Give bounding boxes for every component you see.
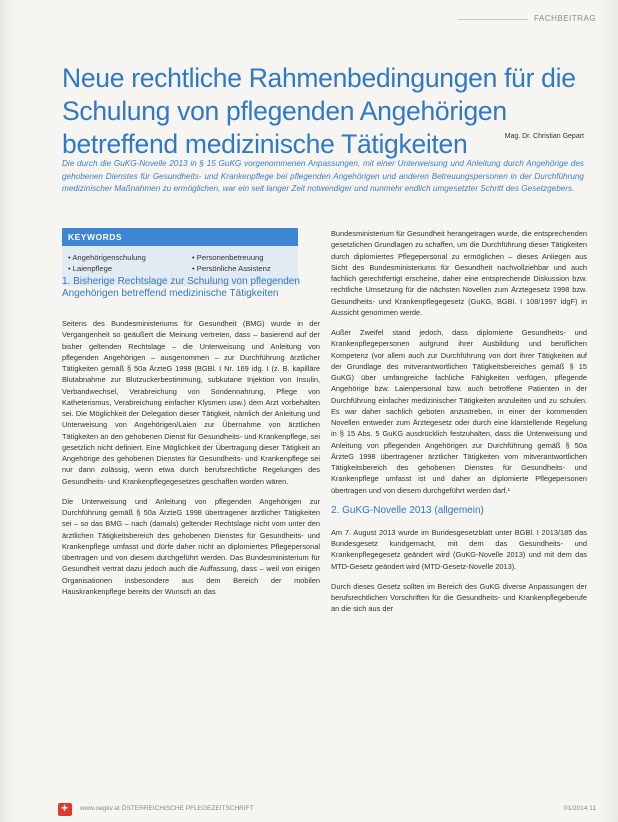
keyword-item: • Laienpflege <box>68 263 192 274</box>
lead-paragraph: Die durch die GuKG-Novelle 2013 in § 15 GuKG vorgenommenen Anpassungen, mit einer Unterweisung und Anleitung durch Angehörige des gehobenen Dienstes für Gesundheits- und Krankenpflege bei pflegenden Angehörigen und anderen Betreuungspersonen in der Durchführung medizinischer Maßnahmen zu ermöglichen, war ein seit langer Zeit notwendiger und nunmehr endlich umgesetzter Schritt des Gesetzgebers. <box>62 159 584 194</box>
keyword-item: • Personenbetreuung <box>192 252 302 263</box>
keywords-heading: KEYWORDS <box>62 228 298 246</box>
body-paragraph: Seitens des Bundesministeriums für Gesundheit (BMG) wurde in der Vergangenheit so geäußert die Meinung vertreten, dass – basierend auf der bisher geltenden Rechtslage – die Unterweisung und Anleitung von pflegenden Angehörigen – ausgenommen – zur Durchführung ärztlicher Tätigkeiten gemäß § 50a ÄrzteG 1998 (BGBl. I Nr. 169 idg. I (z. B. kapilläre Blutabnahme zur Blutzuckerbestimmung, subkutane Injektion von Insulin, Verbandwechsel, Verabreichung von Sondennahrung, Pflege von Katheterismus, Verabreichung einfacher Klysmen usw.) dem Arzt vorbehalten sei. Die Möglichkeit der Delegation dieser Tätigkeit, nämlich der Anleitung und Unterweisung von Angehörigen/Laien zur Übernahme von ärztlichen Tätigkeiten an den gehobenen Dienst für Gesundheits- und Krankenpflege, sei gesetzlich nicht definiert. Eine Möglichkeit der Übertragung dieser Tätigkeit an Angehörige des gehobenen Dienstes für Gesundheits- und Krankenpflege sei nur dann zulässig, wenn etwa durch berufsrechtliche Regelungen des Gesundheits- und Krankenpflegegesetzes geschaffen worden wären. <box>62 319 320 486</box>
section2-heading: 2. GuKG-Novelle 2013 (allgemein) <box>331 504 484 516</box>
body-paragraph: Durch dieses Gesetz sollten im Bereich des GuKG diverse Anpassungen der berufsrechtlichen Vorschriften für die Gesundheits- und Krankenpflegeberufe an die sich aus der <box>331 581 587 614</box>
author: Mag. Dr. Christian Gepart <box>504 133 584 140</box>
left-column <box>62 318 320 606</box>
cross-logo-icon <box>58 803 72 816</box>
body-paragraph: Außer Zweifel stand jedoch, dass diplomierte Gesundheits- und Krankenpflegepersonen aufgrund ihrer Ausbildung und beruflichen Kompetenz (vor allem auch zur Durchführung von dort ihrer Tätigkeiten auf der Grundlage des mitverantwortlichen Tätigkeitsbereiches gemäß § 15 GuKG) über umfangreiche fachliche Fähigkeiten verfügen, pflegende Angehörige bzw. Laienpersonal bzw. auch betroffene Patienten in der Durchführung einfacher medizinischer Tätigkeiten anzuleiten und zu schulen. Es war daher sachlich geboten anzustreben, in einer der kommenden Novellen entweder zum Ärztegesetz oder durch eine klarstellende Regelung in § 15 Abs. 5 GuKG ausdrücklich festzuhalten, dass die Unterweisung und Anleitung von pflegenden Angehörigen zur Durchführung gemäß § 50a ÄrzteG 1998 übertragener ärztlicher Tätigkeiten vom mitverantwortlichen Tätigkeitsbereich des gehobenen Dienstes für Gesundheits- und Krankenpflege umfasst ist und daher an diplomierte Pflegepersonen übertragen und von diesem durchgeführt werden darf.¹ <box>331 328 587 495</box>
keywords-list <box>62 246 298 274</box>
article-title: Neue rechtliche Rahmenbedingungen für die Schulung von pflegenden Angehörigen betreffend medizinische Tätigkeiten <box>62 62 576 159</box>
footer-page-number: 01/2014 11 <box>563 805 596 812</box>
right-column <box>331 228 587 624</box>
body-paragraph: Am 7. August 2013 wurde im Bundesgesetzblatt unter BGBl. I 2013/185 das Bundesgesetz kundgemacht, mit dem das Gesundheits- und Krankenpflegegesetz geändert wird (GuKG-Novelle 2013) und mit dem das MTD-Gesetz geändert wird (MTD-Gesetz-Novelle 2013). <box>331 527 587 571</box>
keyword-item: • Angehörigenschulung <box>68 252 192 263</box>
section-tag: FACHBEITRAG <box>534 14 596 23</box>
page-footer <box>62 803 596 817</box>
section1-heading: 1. Bisherige Rechtslage zur Schulung von pflegenden Angehörigen betreffend medizinische Tätigkeiten <box>62 276 300 299</box>
keyword-item: • Persönliche Assistenz <box>192 263 302 274</box>
footer-publication: www.oegkv.at ÖSTERREICHISCHE PFLEGEZEITSCHRIFT <box>80 805 254 812</box>
body-paragraph: Die Unterweisung und Anleitung von pflegenden Angehörigen zur Durchführung gemäß § 50a ÄrzteG 1998 übertragener ärztlicher Tätigkeiten sei – so das BMG – nach (damals) geltender Rechtslage nicht vom unter den ärztlichen Tätigkeitsbereich des gehobenen Dienstes für Gesundheits- und Krankenpflege umfasst und dürfe daher nicht an diplomiertes Pflegepersonal übertragen und von diesem durchgeführt werden. Das Bundesministerium für Gesundheit vertrat dazu jedoch auch die Auffassung, dass – weil von einigen Organisationen insbesondere aus dem Bereich der mobilen Hauskrankenpflege bereits der Wunsch an das <box>62 496 320 596</box>
body-paragraph: Bundesministerium für Gesundheit herangetragen wurde, die entsprechenden gesetzlichen Grundlagen zu schaffen, um die Durchführung dieser Tätigkeiten durch diplomiertes Pflegepersonal zu ermöglichen – dieses Anliegen aus Sicht des Bundesministeriums für Gesundheit nachvollziehbar und auch fachlich gerechtfertigt erscheine, daher eine entsprechende Diskussion bzw. rechtliche Umsetzung für die nächsten Novellen zum Ärztegesetz 1998 bzw. Gesundheits- und Krankenpflegegesetz (GuKG, BGBl. I 108/1997 idgF) in Aussicht genommen werde. <box>331 229 587 317</box>
